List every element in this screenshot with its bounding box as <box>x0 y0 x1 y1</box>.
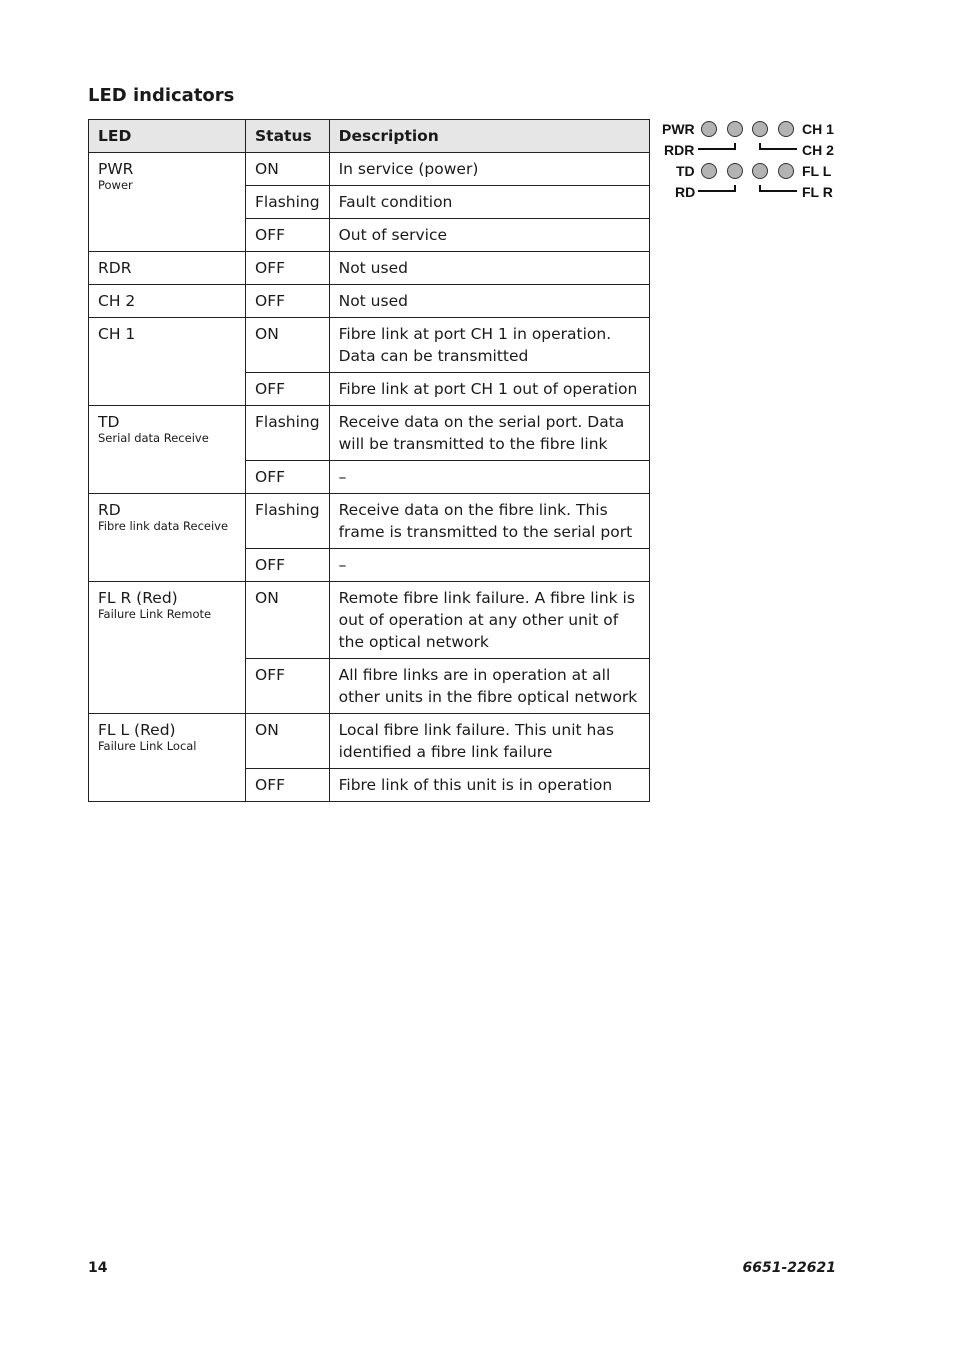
led-dot-icon <box>753 122 768 137</box>
description-cell: Remote fibre link failure. A fibre link is out of operation at any other unit of the optical network <box>329 582 649 659</box>
status-cell: ON <box>246 318 330 373</box>
description-cell: Not used <box>329 252 649 285</box>
description-cell: Fibre link at port CH 1 out of operation <box>329 373 649 406</box>
description-cell: Out of service <box>329 219 649 252</box>
led-subtitle: Power <box>98 178 133 192</box>
led-panel-diagram <box>656 115 846 205</box>
led-name: CH 2 <box>98 292 136 310</box>
header-led: LED <box>89 120 246 153</box>
status-cell: OFF <box>246 373 330 406</box>
led-name: FL L (Red) <box>98 721 176 739</box>
led-name: FL R (Red) <box>98 589 178 607</box>
led-dot-icon <box>702 164 717 179</box>
led-name: RDR <box>98 259 132 277</box>
status-cell: Flashing <box>246 186 330 219</box>
panel-label-rdr: RDR <box>664 142 695 158</box>
table-row <box>89 252 650 285</box>
description-cell: Fibre link of this unit is in operation <box>329 769 649 802</box>
status-cell: Flashing <box>246 494 330 549</box>
panel-label-ch2: CH 2 <box>802 142 834 158</box>
status-cell: ON <box>246 582 330 659</box>
led-subtitle: Failure Link Local <box>98 739 197 753</box>
led-dot-icon <box>728 164 743 179</box>
description-cell: Fault condition <box>329 186 649 219</box>
description-cell: Receive data on the fibre link. This frame is transmitted to the serial port <box>329 494 649 549</box>
led-cell <box>89 153 246 252</box>
table-row <box>89 494 650 549</box>
led-dot-icon <box>779 122 794 137</box>
panel-label-pwr: PWR <box>662 121 695 137</box>
status-cell: OFF <box>246 549 330 582</box>
led-panel-svg <box>656 115 846 205</box>
panel-label-flr: FL R <box>802 184 833 200</box>
led-dot-icon <box>779 164 794 179</box>
table-header-row <box>89 120 650 153</box>
status-cell: Flashing <box>246 406 330 461</box>
table-row <box>89 582 650 659</box>
led-dot-icon <box>702 122 717 137</box>
description-cell: – <box>329 461 649 494</box>
header-status: Status <box>246 120 330 153</box>
connector-line-rd <box>698 185 735 191</box>
status-cell: OFF <box>246 219 330 252</box>
panel-label-fll: FL L <box>802 163 832 179</box>
led-cell <box>89 582 246 714</box>
led-cell <box>89 318 246 406</box>
status-cell: OFF <box>246 252 330 285</box>
connector-line-ch2 <box>760 143 797 149</box>
led-dot-icon <box>728 122 743 137</box>
description-cell: All fibre links are in operation at all other units in the fibre optical network <box>329 659 649 714</box>
table-row <box>89 406 650 461</box>
status-cell: OFF <box>246 461 330 494</box>
led-cell <box>89 714 246 802</box>
document-number: 6651-22621 <box>742 1260 836 1276</box>
status-cell: OFF <box>246 285 330 318</box>
led-name: RD <box>98 501 121 519</box>
description-cell: – <box>329 549 649 582</box>
connector-line-flr <box>760 185 797 191</box>
panel-label-ch1: CH 1 <box>802 121 834 137</box>
header-description: Description <box>329 120 649 153</box>
led-cell <box>89 252 246 285</box>
led-dot-icon <box>753 164 768 179</box>
led-cell <box>89 406 246 494</box>
status-cell: OFF <box>246 769 330 802</box>
table-body <box>89 153 650 802</box>
led-subtitle: Fibre link data Receive <box>98 519 229 533</box>
status-cell: ON <box>246 153 330 186</box>
status-cell: ON <box>246 714 330 769</box>
page-number: 14 <box>88 1260 108 1276</box>
led-indicator-table <box>88 119 650 802</box>
table-row <box>89 318 650 373</box>
led-cell <box>89 285 246 318</box>
description-cell: Receive data on the serial port. Data will be transmitted to the fibre link <box>329 406 649 461</box>
table-row <box>89 153 650 186</box>
status-cell: OFF <box>246 659 330 714</box>
page-title: LED indicators <box>88 85 235 106</box>
description-cell: In service (power) <box>329 153 649 186</box>
description-cell: Not used <box>329 285 649 318</box>
led-subtitle: Failure Link Remote <box>98 607 212 621</box>
led-name: PWR <box>98 160 134 178</box>
table-row <box>89 714 650 769</box>
description-cell: Fibre link at port CH 1 in operation. Data can be transmitted <box>329 318 649 373</box>
table-row <box>89 285 650 318</box>
connector-line-rdr <box>698 143 735 149</box>
description-cell: Local fibre link failure. This unit has identified a fibre link failure <box>329 714 649 769</box>
led-cell <box>89 494 246 582</box>
panel-label-rd: RD <box>675 184 696 200</box>
led-name: TD <box>98 413 120 431</box>
led-name: CH 1 <box>98 325 136 343</box>
panel-label-td: TD <box>676 163 695 179</box>
led-subtitle: Serial data Receive <box>98 431 209 445</box>
